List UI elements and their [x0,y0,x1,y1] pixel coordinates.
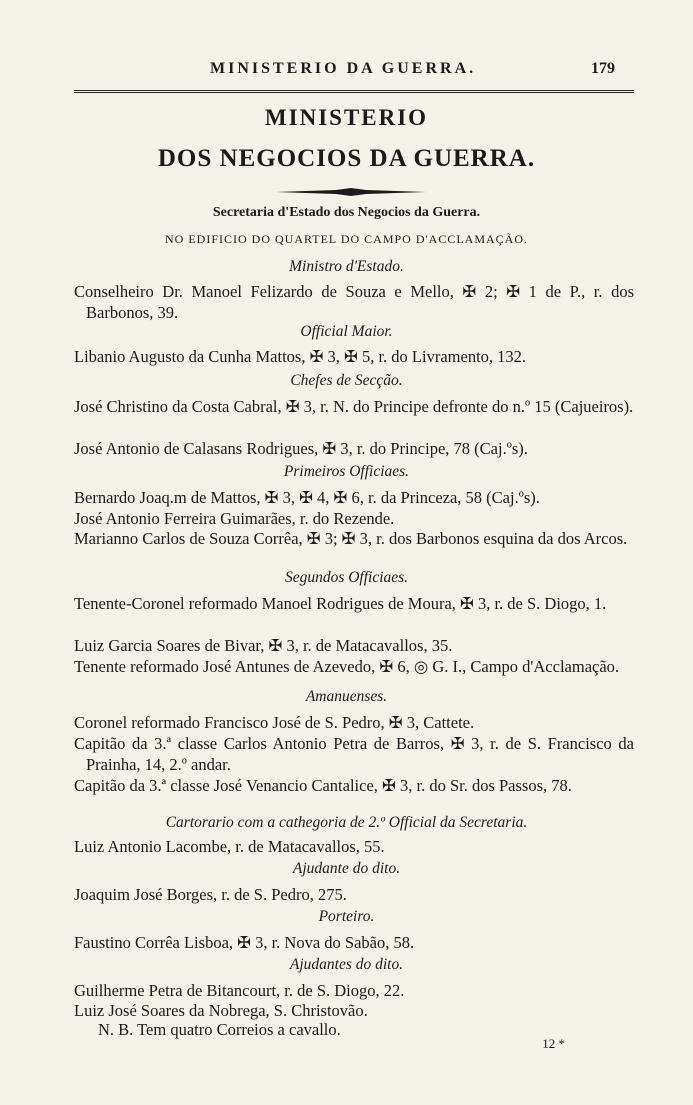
list-item: Bernardo Joaq.m de Mattos, ✠ 3, ✠ 4, ✠ 6, r. da Princeza, 58 (Caj.ºs). [74,488,540,507]
section-heading: Ajudantes do dito. [289,956,404,973]
list-item: Luiz Garcia Soares de Bivar, ✠ 3, r. de Matacavallos, 35. [74,636,453,655]
section-heading: Primeiros Officiaes. [283,463,410,480]
list-item: Tenente-Coronel reformado Manoel Rodrigues de Moura, ✠ 3, r. de S. Diogo, 1. [74,594,607,613]
list-item: Conselheiro Dr. Manoel Felizardo de Souza e Mello, ✠ 2; ✠ 1 de P., r. dos Barbonos, 39. [74,282,634,322]
section-heading: Porteiro. [318,908,375,925]
list-item: Marianno Carlos de Souza Corrêa, ✠ 3; ✠ 3, r. dos Barbonos esquina da dos Arcos. [74,529,628,548]
signature-mark: 12 * [542,1036,565,1051]
section-heading: Segundos Officiaes. [284,569,409,586]
running-head-title: MINISTERIO DA GUERRA. [210,60,477,77]
section-heading: Ministro d'Estado. [289,258,404,275]
page-number: 179 [591,60,615,77]
main-title: MINISTERIO [264,105,429,130]
list-item: Tenente reformado José Antunes de Azevedo, ✠ 6, ◎ G. I., Campo d'Acclamação. [74,657,620,676]
list-item: Capitão da 3.ª classe José Venancio Cantalice, ✠ 3, r. do Sr. dos Passos, 78. [74,776,572,795]
section-heading: Amanuenses. [305,688,388,705]
list-item: Faustino Corrêa Lisboa, ✠ 3, r. Nova do Sabão, 58. [74,933,415,952]
running-head [0,60,693,84]
list-item: José Christino da Costa Cabral, ✠ 3, r. N. do Principe defronte do n.º 15 (Cajueiros). [74,397,634,416]
section-heading: Chefes de Secção. [290,372,403,389]
note: N. B. Tem quatro Correios a cavallo. [98,1020,341,1039]
list-item: Capitão da 3.ª classe Carlos Antonio Petra de Barros, ✠ 3, r. de S. Francisco da Prainha, 14, 2.º andar. [74,734,634,774]
list-item: Luiz Antonio Lacombe, r. de Matacavallos, 55. [74,837,385,856]
location-heading: NO EDIFICIO DO QUARTEL DO CAMPO D'ACCLAMAÇÃO. [165,232,528,246]
section-heading: Official Maior. [300,323,393,340]
header-rule [74,90,634,93]
list-item: Libanio Augusto da Cunha Mattos, ✠ 3, ✠ 5, r. do Livramento, 132. [74,347,527,366]
ornament-divider [276,188,426,196]
main-subtitle: DOS NEGOCIOS DA GUERRA. [157,145,536,172]
list-item: José Antonio de Calasans Rodrigues, ✠ 3, r. do Principe, 78 (Caj.ºs). [74,439,528,458]
list-item: Luiz José Soares da Nobrega, S. Christovão. [74,1001,368,1020]
list-item: Joaquim José Borges, r. de S. Pedro, 275. [74,885,347,904]
list-item: Guilherme Petra de Bitancourt, r. de S. Diogo, 22. [74,981,405,1000]
list-item: José Antonio Ferreira Guimarães, r. do Rezende. [74,509,395,528]
section-heading: Cartorario com a cathegoria de 2.º Official da Secretaria. [165,814,528,831]
secretaria-heading: Secretaria d'Estado dos Negocios da Guerra. [212,205,481,220]
section-heading: Ajudante do dito. [292,860,401,877]
list-item: Coronel reformado Francisco José de S. Pedro, ✠ 3, Cattete. [74,713,475,732]
